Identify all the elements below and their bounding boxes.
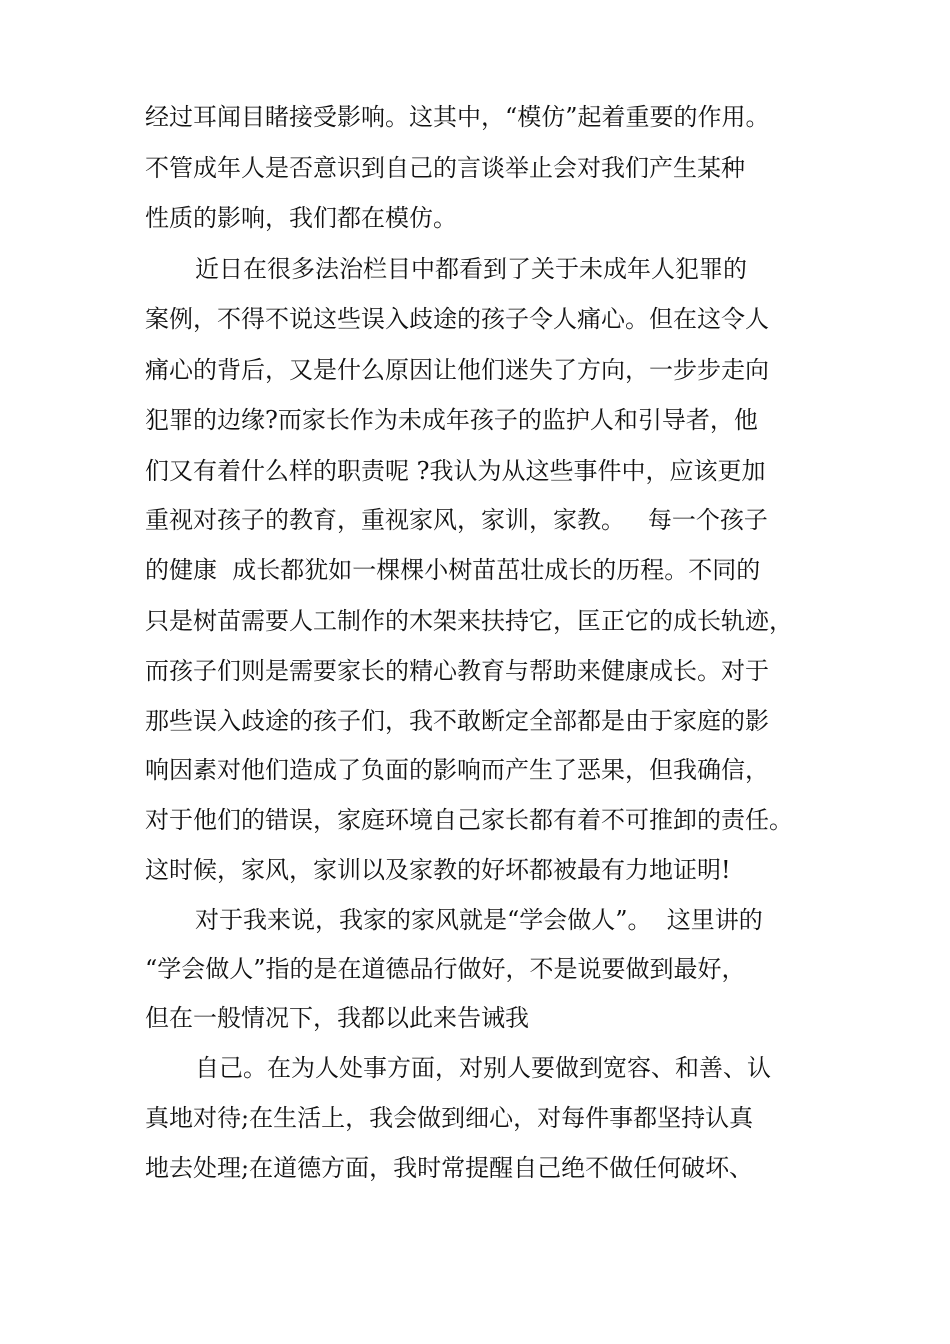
text-line: 性质的影响，我们都在模仿。 — [145, 204, 457, 232]
text-line: 不管成年人是否意识到自己的言谈举止会对我们产生某种 — [145, 154, 745, 182]
text-line: 但在一般情况下，我都以此来告诫我 — [145, 1004, 529, 1032]
text-line: 对于他们的错误，家庭环境自己家长都有着不可推卸的责任。 — [145, 806, 793, 834]
text-line: 地去处理;在道德方面，我时常提醒自己绝不做任何破坏、 — [145, 1154, 754, 1182]
text-line: 的健康 成长都犹如一棵棵小树苗茁壮成长的历程。不同的 — [145, 556, 761, 584]
text-line: 这时候，家风，家训以及家教的好坏都被最有力地证明! — [145, 856, 731, 884]
text-line: 痛心的背后，又是什么原因让他们迷失了方向，一步步走向 — [145, 356, 769, 384]
text-line: 案例，不得不说这些误入歧途的孩子令人痛心。但在这令人 — [145, 305, 769, 333]
text-line: 近日在很多法治栏目中都看到了关于未成年人犯罪的 — [195, 255, 747, 283]
text-line: 响因素对他们造成了负面的影响而产生了恶果，但我确信， — [145, 756, 769, 784]
text-line: 们又有着什么样的职责呢 ?我认为从这些事件中，应该更加 — [145, 457, 766, 485]
text-line: 重视对孩子的教育，重视家风，家训，家教。 每一个孩子 — [145, 506, 768, 534]
text-line: 经过耳闻目睹接受影响。这其中，“模仿”起着重要的作用。 — [145, 103, 770, 131]
text-line: 犯罪的边缘?而家长作为未成年孩子的监护人和引导者，他 — [145, 406, 758, 434]
text-line: 只是树苗需要人工制作的木架来扶持它，匡正它的成长轨迹， — [145, 607, 793, 635]
text-line: 自己。在为人处事方面，对别人要做到宽容、和善、认 — [195, 1054, 771, 1082]
text-line: 真地对待;在生活上，我会做到细心，对每件事都坚持认真 — [145, 1104, 754, 1132]
text-line: 而孩子们则是需要家长的精心教育与帮助来健康成长。对于 — [145, 657, 769, 685]
text-line: 对于我来说，我家的家风就是“学会做人”。 这里讲的 — [195, 906, 763, 934]
text-line: “学会做人”指的是在道德品行做好，不是说要做到最好， — [145, 955, 746, 983]
text-line: 那些误入歧途的孩子们，我不敢断定全部都是由于家庭的影 — [145, 707, 769, 735]
